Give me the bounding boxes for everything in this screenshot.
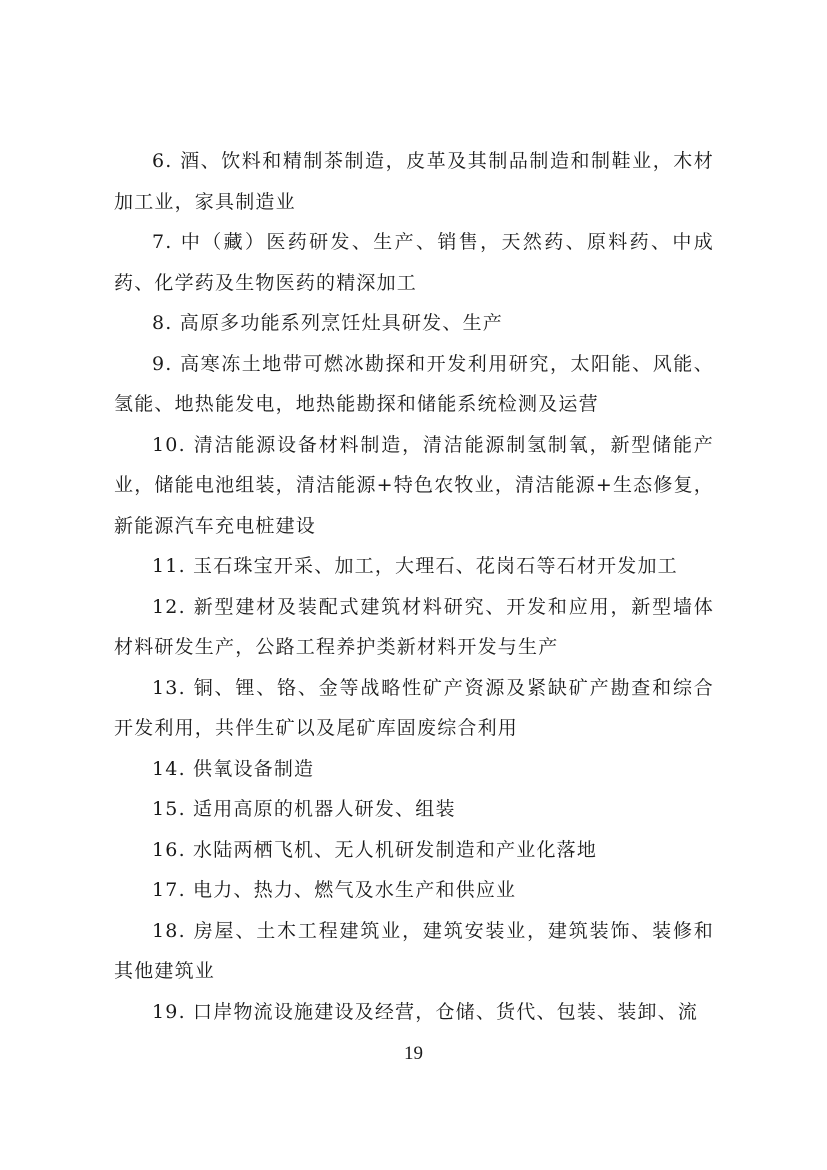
list-item-8: 8. 高原多功能系列烹饪灶具研发、生产	[152, 312, 503, 334]
list-item-12: 12. 新型建材及装配式建筑材料研究、开发和应用，新型墙体材料研发生产，公路工程养护类新材料开发与生产	[114, 595, 714, 658]
list-item-16: 16. 水陆两栖飞机、无人机研发制造和产业化落地	[152, 838, 598, 861]
list-item-7: 7. 中（藏）医药研发、生产、销售，天然药、原料药、中成药、化学药及生物医药的精深加工	[114, 231, 714, 294]
list-item-15: 15. 适用高原的机器人研发、组装	[152, 798, 456, 820]
document-body	[114, 141, 714, 1032]
list-item-14: 14. 供氧设备制造	[152, 757, 315, 780]
list-item-19: 19. 口岸物流设施建设及经营，仓储、货代、包装、装卸、流	[152, 1000, 699, 1023]
page-number: 19	[404, 1043, 423, 1064]
list-item-9: 9. 高寒冻土地带可燃冰勘探和开发利用研究，太阳能、风能、氢能、地热能发电，地热能勘探和储能系统检测及运营	[114, 352, 714, 415]
list-item-6: 6. 酒、饮料和精制茶制造，皮革及其制品制造和制鞋业，木材加工业，家具制造业	[114, 150, 714, 213]
list-item-17: 17. 电力、热力、燃气及水生产和供应业	[152, 879, 517, 901]
list-item-11: 11. 玉石珠宝开采、加工，大理石、花岗石等石材开发加工	[152, 555, 678, 577]
list-item-13: 13. 铜、锂、铬、金等战略性矿产资源及紧缺矿产勘查和综合开发利用，共伴生矿以及尾矿库固废综合利用	[114, 676, 714, 739]
list-item-18: 18. 房屋、土木工程建筑业，建筑安装业，建筑装饰、装修和其他建筑业	[114, 919, 714, 982]
list-item-10: 10. 清洁能源设备材料制造，清洁能源制氢制氧，新型储能产业，储能电池组装，清洁能源+特色农牧业，清洁能源+生态修复，新能源汽车充电桩建设	[114, 433, 714, 537]
